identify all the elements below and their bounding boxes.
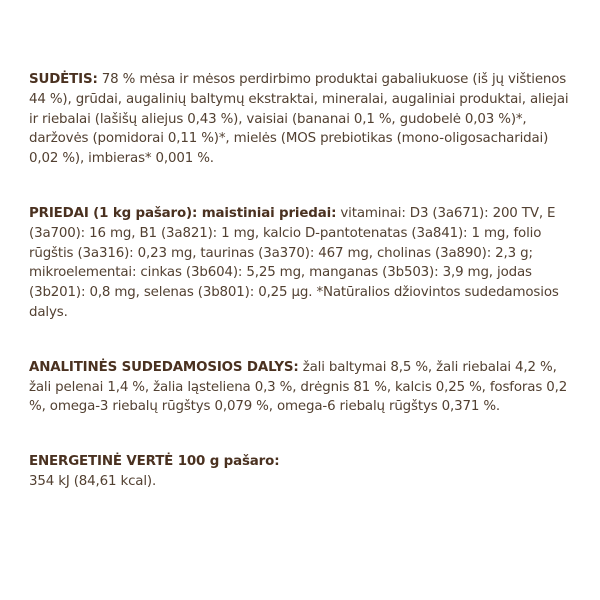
label-document xyxy=(29,70,577,492)
composition-heading: SUDĖTIS: xyxy=(29,72,98,87)
energy-heading: ENERGETINĖ VERTĖ 100 g pašaro: xyxy=(29,454,280,470)
energy-section xyxy=(29,452,577,492)
analytical-heading: ANALITINĖS SUDEDAMOSIOS DALYS: xyxy=(29,359,299,375)
analytical-text: žali baltymai 8,5 %, žali riebalai 4,2 %, žali pelenai 1,4 %, žalia ląsteliena 0,3 %, drėgnis 81 %, kalcis 0,25 %, fosforas 0,2 %, omega-3 riebalų rūgštys 0,079 %, omega-6 riebalų rūgštys 0,371 %. xyxy=(29,359,568,415)
additives-heading: PRIEDAI (1 kg pašaro): maistiniai priedai: xyxy=(29,205,337,221)
energy-value: 354 kJ (84,61 kcal). xyxy=(29,473,157,489)
analytical-section xyxy=(29,358,577,417)
additives-section xyxy=(29,204,577,323)
composition-section xyxy=(29,70,577,169)
additives-text: vitaminai: D3 (3a671): 200 TV, E (3a700): 16 mg, B1 (3a821): 1 mg, kalcio D-pantotenatas (3a841): 1 mg, folio rūgštis (3a316): 0,23 mg, taurinas (3a370): 467 mg, cholinas (3a890): 2,3 g; mikroelementai: cinkas (3b604): 5,25 mg, manganas (3b503): 3,9 mg, jodas (3b201): 0,8 mg, selenas (3b801): 0,25 µg. *Natūralios džiovintos sudedamosios dalys. xyxy=(29,205,559,320)
composition-text: 78 % mėsa ir mėsos perdirbimo produktai gabaliukuose (iš jų vištienos 44 %), grūdai, augalinių baltymų ekstraktai, mineralai, augaliniai produktai, aliejai ir riebalai (lašišų aliejus 0,43 %), vaisiai (bananai 0,1 %, gudobelė 0,03 %)*, daržovės (pomidorai 0,11 %)*, mielės (MOS prebiotikas (mono-oligosacharidai) 0,02 %), imbieras* 0,001 %. xyxy=(29,72,569,167)
